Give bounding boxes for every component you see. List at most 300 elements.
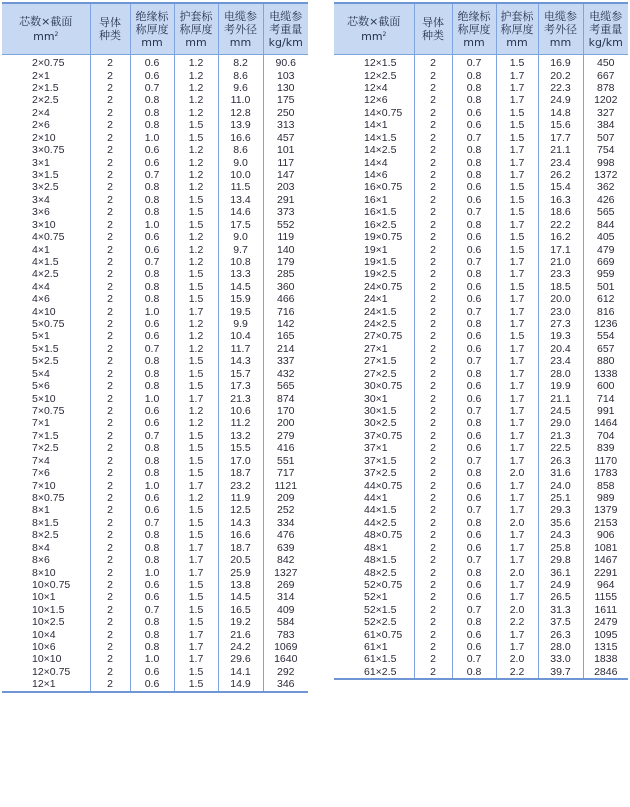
- cell-cores-section: 44×2.5: [364, 516, 397, 529]
- cell-insulation-thickness: 1.0: [130, 392, 174, 404]
- cell-outer-diameter: 21.1: [538, 144, 583, 156]
- cell-sheath-thickness: 2.0: [496, 653, 538, 665]
- cell-conductor-type: 2: [90, 392, 130, 404]
- cell-outer-diameter: 19.2: [218, 616, 263, 628]
- cell-insulation-thickness: 0.6: [130, 504, 174, 516]
- table-row: [334, 330, 628, 342]
- cell-outer-diameter: 23.0: [538, 305, 583, 317]
- cell-conductor-type: 2: [414, 442, 452, 454]
- cell-cable-weight: 346: [263, 678, 308, 691]
- cell-outer-diameter: 9.0: [218, 156, 263, 168]
- cell-outer-diameter: 10.6: [218, 405, 263, 417]
- cell-sheath-thickness: 2.0: [496, 604, 538, 616]
- cell-cores-section: 5×4: [32, 367, 50, 380]
- cell-insulation-thickness: 0.6: [130, 405, 174, 417]
- table-row: [2, 604, 308, 616]
- cell-outer-diameter: 8.6: [218, 144, 263, 156]
- cell-outer-diameter: 14.9: [218, 678, 263, 691]
- cell-cable-weight: 998: [583, 156, 628, 168]
- cell-outer-diameter: 23.3: [538, 268, 583, 280]
- cell-cores-section: 61×0.75: [364, 628, 403, 641]
- table-row: [334, 616, 628, 628]
- cell-outer-diameter: 24.9: [538, 579, 583, 591]
- cell-cores-section: 44×0.75: [364, 479, 403, 492]
- cell-insulation-thickness: 0.7: [130, 430, 174, 442]
- cell-outer-diameter: 18.5: [538, 281, 583, 293]
- table-row: [2, 94, 308, 106]
- cell-insulation-thickness: 0.8: [452, 616, 496, 628]
- cell-insulation-thickness: 0.6: [452, 181, 496, 193]
- cell-outer-diameter: 17.5: [218, 218, 263, 230]
- header-superscript: 2: [54, 31, 59, 38]
- cell-conductor-type: 2: [90, 231, 130, 243]
- cell-cores-section: 2×0.75: [32, 57, 65, 70]
- cell-insulation-thickness: 0.6: [452, 281, 496, 293]
- cell-conductor-type: 2: [414, 218, 452, 230]
- cell-sheath-thickness: 1.2: [174, 330, 218, 342]
- cell-cores-section: 16×1: [364, 193, 388, 206]
- cell-cores-section: 7×10: [32, 479, 56, 492]
- header-text: mm: [463, 35, 485, 49]
- table-row: [334, 417, 628, 429]
- cell-cable-weight: 142: [263, 318, 308, 330]
- cell-insulation-thickness: 0.8: [130, 467, 174, 479]
- cell-cable-weight: 1372: [583, 169, 628, 181]
- table-row: [334, 504, 628, 516]
- cell-conductor-type: 2: [90, 591, 130, 603]
- table-row: [2, 330, 308, 342]
- cell-conductor-type: 2: [90, 641, 130, 653]
- cell-sheath-thickness: 1.7: [496, 554, 538, 566]
- cell-conductor-type: 2: [414, 504, 452, 516]
- cell-cores-section: 14×4: [364, 156, 388, 169]
- cell-outer-diameter: 26.2: [538, 169, 583, 181]
- cell-outer-diameter: 24.3: [538, 529, 583, 541]
- cell-outer-diameter: 37.5: [538, 616, 583, 628]
- header-text: 电缆参: [544, 9, 577, 23]
- cell-cores-section: 30×2.5: [364, 417, 397, 430]
- cell-conductor-type: 2: [90, 467, 130, 479]
- cell-cores-section: 37×2.5: [364, 467, 397, 480]
- cell-sheath-thickness: 1.7: [496, 318, 538, 330]
- header-text: 芯数×截面: [347, 15, 401, 28]
- cell-cable-weight: 314: [263, 591, 308, 603]
- cell-cores-section: 2×10: [32, 131, 56, 144]
- cell-sheath-thickness: 2.0: [496, 517, 538, 529]
- cell-insulation-thickness: 0.7: [452, 405, 496, 417]
- cell-conductor-type: 2: [414, 318, 452, 330]
- cell-outer-diameter: 21.1: [538, 392, 583, 404]
- cell-conductor-type: 2: [414, 380, 452, 392]
- table-row: [2, 169, 308, 181]
- table-row: [2, 554, 308, 566]
- cell-sheath-thickness: 1.5: [496, 281, 538, 293]
- cell-sheath-thickness: 1.7: [496, 492, 538, 504]
- table-row: [2, 628, 308, 640]
- table-body: [334, 55, 628, 680]
- table-row: [2, 579, 308, 591]
- cell-insulation-thickness: 0.8: [130, 628, 174, 640]
- cell-cores-section: 52×0.75: [364, 578, 403, 591]
- cell-cable-weight: 816: [583, 305, 628, 317]
- cell-outer-diameter: 23.4: [538, 355, 583, 367]
- cell-sheath-thickness: 1.7: [174, 541, 218, 553]
- cell-insulation-thickness: 0.7: [452, 455, 496, 467]
- cell-insulation-thickness: 0.6: [130, 69, 174, 81]
- header-text: 绝缘标: [135, 9, 169, 23]
- cell-cable-weight: 175: [263, 94, 308, 106]
- header-text: 考外径: [544, 22, 577, 36]
- cell-cores-section: 48×2.5: [364, 566, 397, 579]
- cell-cores-section: 27×0.75: [364, 330, 403, 343]
- cell-outer-diameter: 11.7: [218, 343, 263, 355]
- table-row: [334, 579, 628, 591]
- cell-outer-diameter: 11.2: [218, 417, 263, 429]
- cell-cores-section: 52×2.5: [364, 616, 397, 629]
- table-row: [2, 653, 308, 665]
- cell-cores-section: 61×2.5: [364, 665, 397, 678]
- cell-conductor-type: 2: [90, 132, 130, 144]
- cell-outer-diameter: 29.6: [218, 653, 263, 665]
- cell-cores-section: 4×6: [32, 293, 50, 306]
- table-row: [2, 368, 308, 380]
- cell-insulation-thickness: 0.8: [452, 169, 496, 181]
- cell-outer-diameter: 23.2: [218, 479, 263, 491]
- cell-outer-diameter: 27.3: [538, 318, 583, 330]
- cell-cores-section: 5×6: [32, 380, 50, 393]
- table-row: [334, 380, 628, 392]
- header-outer-diameter: [538, 3, 583, 55]
- cell-sheath-thickness: 1.7: [496, 442, 538, 454]
- cell-cores-section: 3×1.5: [32, 169, 59, 181]
- cell-cores-section: 2×2.5: [32, 94, 59, 107]
- cell-cable-weight: 669: [583, 256, 628, 268]
- header-text: 护套标: [500, 9, 534, 23]
- cell-cable-weight: 612: [583, 293, 628, 305]
- cell-cores-section: 7×6: [32, 467, 50, 480]
- cell-sheath-thickness: 1.5: [496, 231, 538, 243]
- cell-insulation-thickness: 0.8: [130, 181, 174, 193]
- cell-outer-diameter: 20.0: [538, 293, 583, 305]
- cell-cores-section: 12×0.75: [32, 665, 71, 678]
- cell-sheath-thickness: 1.5: [496, 194, 538, 206]
- table-row: [2, 541, 308, 553]
- cell-conductor-type: 2: [414, 293, 452, 305]
- cell-sheath-thickness: 1.5: [174, 467, 218, 479]
- cell-outer-diameter: 20.4: [538, 343, 583, 355]
- table-row: [334, 94, 628, 106]
- cell-cable-weight: 717: [263, 467, 308, 479]
- table-row: [2, 206, 308, 218]
- cell-insulation-thickness: 0.8: [130, 529, 174, 541]
- cell-sheath-thickness: 1.2: [174, 169, 218, 181]
- table-row: [2, 417, 308, 429]
- cell-cable-weight: 600: [583, 380, 628, 392]
- cell-outer-diameter: 18.6: [538, 206, 583, 218]
- cell-cable-weight: 1236: [583, 318, 628, 330]
- cell-conductor-type: 2: [90, 94, 130, 106]
- cell-conductor-type: 2: [414, 256, 452, 268]
- cell-cores-section: 8×2.5: [32, 529, 59, 542]
- cell-insulation-thickness: 0.6: [130, 231, 174, 243]
- cell-insulation-thickness: 0.7: [452, 206, 496, 218]
- cell-insulation-thickness: 0.6: [130, 55, 174, 70]
- cell-cores-section: 27×2.5: [364, 367, 397, 380]
- cell-cores-section: 19×0.75: [364, 231, 403, 244]
- cell-outer-diameter: 11.9: [218, 492, 263, 504]
- cell-sheath-thickness: 1.2: [174, 343, 218, 355]
- cell-cable-weight: 1081: [583, 541, 628, 553]
- table-row: [2, 156, 308, 168]
- cell-cable-weight: 1838: [583, 653, 628, 665]
- cell-conductor-type: 2: [90, 256, 130, 268]
- cell-insulation-thickness: 0.7: [452, 305, 496, 317]
- cell-cores-section: 4×1: [32, 243, 50, 256]
- cell-cable-weight: 130: [263, 82, 308, 94]
- cell-conductor-type: 2: [414, 181, 452, 193]
- table-row: [334, 69, 628, 81]
- table-row: [2, 405, 308, 417]
- cell-outer-diameter: 26.5: [538, 591, 583, 603]
- cell-cable-weight: 1783: [583, 467, 628, 479]
- table-row: [2, 107, 308, 119]
- table-row: [2, 355, 308, 367]
- table-row: [334, 243, 628, 255]
- cell-outer-diameter: 14.3: [218, 517, 263, 529]
- cell-outer-diameter: 31.6: [538, 467, 583, 479]
- cell-conductor-type: 2: [414, 55, 452, 70]
- cell-outer-diameter: 12.8: [218, 107, 263, 119]
- cell-cable-weight: 147: [263, 169, 308, 181]
- cell-outer-diameter: 22.3: [538, 82, 583, 94]
- table-row: [2, 616, 308, 628]
- header-text: mm: [361, 30, 383, 43]
- cell-cable-weight: 214: [263, 343, 308, 355]
- cell-cores-section: 5×1.5: [32, 342, 59, 355]
- cell-sheath-thickness: 1.7: [496, 82, 538, 94]
- table-row: [334, 368, 628, 380]
- table-row: [334, 405, 628, 417]
- cell-insulation-thickness: 0.7: [452, 355, 496, 367]
- cell-cable-weight: 1170: [583, 455, 628, 467]
- cell-cores-section: 10×1: [32, 591, 56, 604]
- cell-cable-weight: 639: [263, 541, 308, 553]
- table-row: [2, 492, 308, 504]
- header-text: 称厚度: [457, 22, 491, 36]
- cell-cores-section: 7×1.5: [32, 429, 59, 442]
- cell-outer-diameter: 9.6: [218, 82, 263, 94]
- cell-outer-diameter: 12.5: [218, 504, 263, 516]
- cell-conductor-type: 2: [90, 430, 130, 442]
- cell-outer-diameter: 25.1: [538, 492, 583, 504]
- cell-cable-weight: 373: [263, 206, 308, 218]
- cell-sheath-thickness: 1.5: [174, 119, 218, 131]
- cell-cores-section: 19×2.5: [364, 268, 397, 281]
- table-row: [334, 281, 628, 293]
- cell-conductor-type: 2: [414, 194, 452, 206]
- cell-sheath-thickness: 1.5: [174, 268, 218, 280]
- cell-insulation-thickness: 1.0: [130, 566, 174, 578]
- table-row: [2, 392, 308, 404]
- cell-cores-section: 5×0.75: [32, 318, 65, 331]
- cell-cores-section: 2×1.5: [32, 82, 59, 95]
- cell-cable-weight: 170: [263, 405, 308, 417]
- cell-outer-diameter: 22.5: [538, 442, 583, 454]
- cell-conductor-type: 2: [90, 330, 130, 342]
- table-row: [334, 144, 628, 156]
- cell-cores-section: 48×0.75: [364, 529, 403, 542]
- table-row: [2, 641, 308, 653]
- table-row: [2, 566, 308, 578]
- table-row: [334, 641, 628, 653]
- cell-insulation-thickness: 0.8: [452, 666, 496, 679]
- cell-sheath-thickness: 1.5: [174, 666, 218, 678]
- cell-sheath-thickness: 1.7: [496, 417, 538, 429]
- cell-sheath-thickness: 2.0: [496, 566, 538, 578]
- cell-insulation-thickness: 0.7: [452, 55, 496, 70]
- cell-cable-weight: 409: [263, 604, 308, 616]
- cell-conductor-type: 2: [90, 653, 130, 665]
- cell-sheath-thickness: 1.5: [174, 529, 218, 541]
- cell-sheath-thickness: 1.7: [496, 628, 538, 640]
- cell-cores-section: 44×1: [364, 491, 388, 504]
- cell-cores-section: 5×1: [32, 330, 50, 343]
- header-text: 考重量: [269, 22, 303, 36]
- cell-conductor-type: 2: [414, 94, 452, 106]
- cell-cable-weight: 2153: [583, 517, 628, 529]
- cell-sheath-thickness: 1.7: [496, 169, 538, 181]
- cell-insulation-thickness: 0.6: [452, 591, 496, 603]
- cell-conductor-type: 2: [90, 417, 130, 429]
- cell-sheath-thickness: 1.7: [496, 392, 538, 404]
- cell-insulation-thickness: 0.8: [130, 194, 174, 206]
- cell-cable-weight: 507: [583, 132, 628, 144]
- cell-conductor-type: 2: [90, 517, 130, 529]
- table-row: [2, 517, 308, 529]
- cell-cable-weight: 362: [583, 181, 628, 193]
- table-row: [334, 107, 628, 119]
- cell-cores-section: 5×2.5: [32, 355, 59, 368]
- cell-sheath-thickness: 1.2: [174, 405, 218, 417]
- table-row: [2, 380, 308, 392]
- cell-outer-diameter: 17.1: [538, 243, 583, 255]
- cell-conductor-type: 2: [414, 330, 452, 342]
- cell-cable-weight: 432: [263, 368, 308, 380]
- cell-outer-diameter: 33.0: [538, 653, 583, 665]
- table-row: [334, 82, 628, 94]
- cell-cable-weight: 313: [263, 119, 308, 131]
- header-sheath-thickness: [174, 3, 218, 55]
- cell-sheath-thickness: 1.7: [496, 69, 538, 81]
- cell-cable-weight: 1467: [583, 554, 628, 566]
- cell-cores-section: 10×10: [32, 653, 62, 666]
- header-cores-section: [2, 3, 90, 55]
- cell-sheath-thickness: 1.7: [496, 405, 538, 417]
- cell-cable-weight: 250: [263, 107, 308, 119]
- cell-cores-section: 14×6: [364, 169, 388, 181]
- cell-insulation-thickness: 0.8: [130, 455, 174, 467]
- cell-cores-section: 10×0.75: [32, 578, 71, 591]
- cell-cores-section: 16×0.75: [364, 181, 403, 194]
- header-text: 种类: [99, 29, 121, 42]
- cell-insulation-thickness: 0.7: [452, 132, 496, 144]
- cell-outer-diameter: 16.5: [218, 604, 263, 616]
- table-row: [334, 554, 628, 566]
- cell-outer-diameter: 21.3: [218, 392, 263, 404]
- cell-cores-section: 14×2.5: [364, 144, 397, 157]
- cell-conductor-type: 2: [90, 442, 130, 454]
- cell-cable-weight: 285: [263, 268, 308, 280]
- cell-insulation-thickness: 1.0: [130, 479, 174, 491]
- cell-cores-section: 3×0.75: [32, 144, 65, 157]
- cell-conductor-type: 2: [90, 69, 130, 81]
- cell-outer-diameter: 9.0: [218, 231, 263, 243]
- cell-cores-section: 2×4: [32, 106, 50, 119]
- table-row: [334, 119, 628, 131]
- cell-outer-diameter: 13.4: [218, 194, 263, 206]
- cell-cable-weight: 565: [263, 380, 308, 392]
- cell-sheath-thickness: 1.5: [174, 517, 218, 529]
- header-cable-weight: [263, 3, 308, 55]
- cell-insulation-thickness: 0.8: [130, 107, 174, 119]
- cell-conductor-type: 2: [90, 156, 130, 168]
- cell-conductor-type: 2: [414, 616, 452, 628]
- cell-cable-weight: 667: [583, 69, 628, 81]
- header-text: mm: [506, 35, 528, 49]
- cell-sheath-thickness: 1.7: [496, 268, 538, 280]
- cell-insulation-thickness: 0.6: [452, 430, 496, 442]
- cell-cable-weight: 405: [583, 231, 628, 243]
- cell-outer-diameter: 19.9: [538, 380, 583, 392]
- header-outer-diameter: [218, 3, 263, 55]
- cell-cores-section: 61×1.5: [364, 653, 397, 666]
- header-text: 称厚度: [500, 22, 534, 36]
- cell-cable-weight: 466: [263, 293, 308, 305]
- cell-outer-diameter: 29.3: [538, 504, 583, 516]
- cell-conductor-type: 2: [414, 417, 452, 429]
- header-cable-weight: [583, 3, 628, 55]
- cell-sheath-thickness: 1.5: [174, 604, 218, 616]
- cell-cable-weight: 2846: [583, 666, 628, 679]
- table-row: [334, 156, 628, 168]
- cell-outer-diameter: 24.9: [538, 94, 583, 106]
- table-row: [2, 442, 308, 454]
- cell-outer-diameter: 15.5: [218, 442, 263, 454]
- cell-insulation-thickness: 0.8: [452, 156, 496, 168]
- table-row: [334, 541, 628, 553]
- table-row: [2, 343, 308, 355]
- cell-cable-weight: 878: [583, 82, 628, 94]
- cell-conductor-type: 2: [90, 554, 130, 566]
- table-row: [2, 504, 308, 516]
- cell-conductor-type: 2: [414, 604, 452, 616]
- cell-conductor-type: 2: [90, 169, 130, 181]
- cell-sheath-thickness: 1.7: [496, 380, 538, 392]
- cell-cable-weight: 1095: [583, 628, 628, 640]
- cell-insulation-thickness: 0.6: [452, 343, 496, 355]
- cell-cores-section: 48×1.5: [364, 554, 397, 567]
- header-text: 考外径: [224, 22, 257, 36]
- cell-outer-diameter: 14.1: [218, 666, 263, 678]
- cell-cable-weight: 292: [263, 666, 308, 678]
- header-insulation-thickness: [452, 3, 496, 55]
- cell-outer-diameter: 25.8: [538, 541, 583, 553]
- cell-insulation-thickness: 0.6: [452, 194, 496, 206]
- cell-outer-diameter: 14.5: [218, 281, 263, 293]
- cell-insulation-thickness: 0.6: [452, 380, 496, 392]
- cell-conductor-type: 2: [90, 318, 130, 330]
- cell-cores-section: 30×1: [364, 392, 388, 405]
